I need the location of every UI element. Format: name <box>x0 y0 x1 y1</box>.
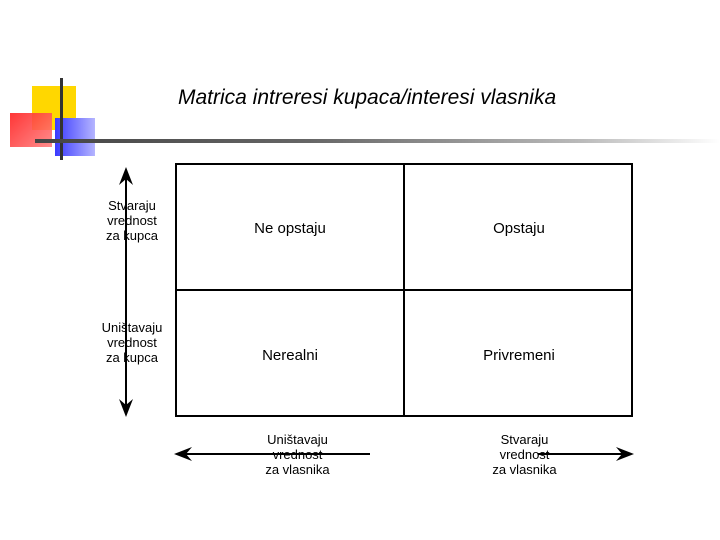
x-axis-left-label <box>245 432 350 477</box>
y-bottom-line-1: Uništavaju <box>101 320 163 335</box>
y-axis-bottom-label <box>92 320 172 365</box>
y-axis-top-label <box>92 198 172 243</box>
cell-top-right: Opstaju <box>493 220 545 237</box>
x-left-line-2: vrednost <box>272 447 323 462</box>
x-right-line-3: za vlasnika <box>492 462 557 477</box>
y-top-line-3: za kupca <box>105 228 159 243</box>
logo-vertical-line <box>60 78 63 160</box>
x-left-line-3: za vlasnika <box>265 462 330 477</box>
x-right-line-2: vrednost <box>499 447 550 462</box>
matrix-horizontal-divider <box>175 289 633 291</box>
y-top-line-2: vrednost <box>107 213 157 228</box>
cell-bottom-right: Privremeni <box>483 347 555 364</box>
y-bottom-line-2: vrednost <box>107 335 157 350</box>
cell-bottom-left: Nerealni <box>262 347 318 364</box>
x-axis-right-label <box>472 432 577 477</box>
x-left-line-1: Uništavaju <box>267 432 328 447</box>
slide-title: Matrica intreresi kupaca/interesi vlasnika <box>178 86 557 109</box>
y-top-line-1: Stvaraju <box>108 198 156 213</box>
x-right-line-1: Stvaraju <box>500 432 549 447</box>
title-underline <box>35 139 720 143</box>
cell-top-left: Ne opstaju <box>254 220 326 237</box>
y-bottom-line-3: za kupca <box>105 350 159 365</box>
